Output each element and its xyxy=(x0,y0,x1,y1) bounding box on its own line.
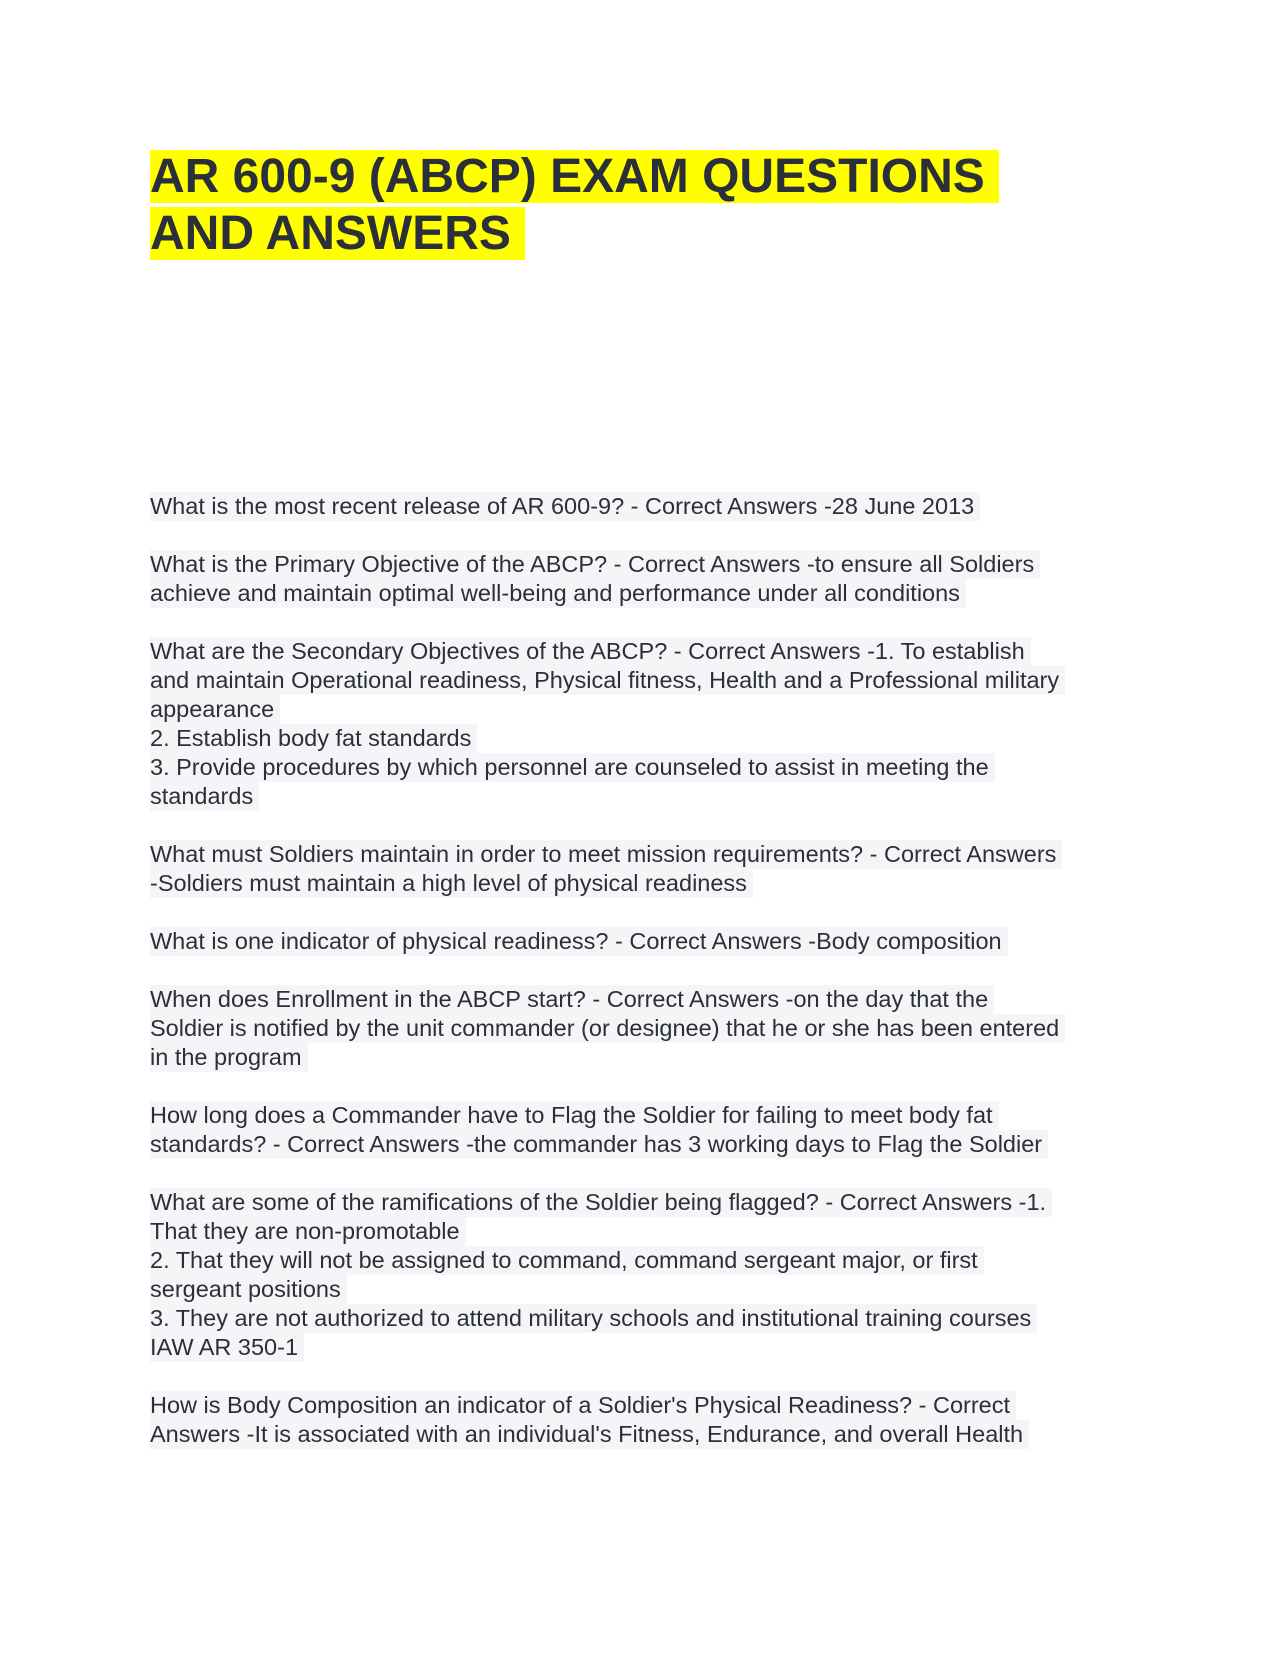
qa-line: 2. Establish body fat standards xyxy=(150,724,477,753)
title-line: AND ANSWERS xyxy=(150,207,525,260)
qa-line: appearance xyxy=(150,695,280,724)
qa-line: What are the Secondary Objectives of the ABCP? - Correct Answers -1. To establish xyxy=(150,637,1031,666)
qa-item xyxy=(150,550,1140,608)
qa-line: 2. That they will not be assigned to command, command sergeant major, or first xyxy=(150,1246,984,1275)
qa-line: What is one indicator of physical readiness? - Correct Answers -Body composition xyxy=(150,927,1008,956)
qa-item xyxy=(150,840,1140,898)
qa-line: That they are non-promotable xyxy=(150,1217,466,1246)
qa-line: 3. They are not authorized to attend military schools and institutional training courses xyxy=(150,1304,1037,1333)
qa-item xyxy=(150,492,1140,521)
qa-item xyxy=(150,637,1140,811)
title-line: AR 600-9 (ABCP) EXAM QUESTIONS xyxy=(150,150,999,203)
qa-line: Answers -It is associated with an individual's Fitness, Endurance, and overall Health xyxy=(150,1420,1029,1449)
qa-item xyxy=(150,985,1140,1072)
qa-line: What is the most recent release of AR 600-9? - Correct Answers -28 June 2013 xyxy=(150,492,980,521)
qa-line: and maintain Operational readiness, Physical fitness, Health and a Professional military xyxy=(150,666,1065,695)
qa-line: What must Soldiers maintain in order to meet mission requirements? - Correct Answers xyxy=(150,840,1062,869)
qa-line: achieve and maintain optimal well-being and performance under all conditions xyxy=(150,579,966,608)
qa-item xyxy=(150,1101,1140,1159)
qa-line: IAW AR 350-1 xyxy=(150,1333,304,1362)
qa-line: standards xyxy=(150,782,259,811)
qa-item xyxy=(150,1188,1140,1362)
qa-line: How long does a Commander have to Flag the Soldier for failing to meet body fat xyxy=(150,1101,999,1130)
qa-line: What are some of the ramifications of the Soldier being flagged? - Correct Answers -1. xyxy=(150,1188,1052,1217)
qa-line: sergeant positions xyxy=(150,1275,347,1304)
qa-line: When does Enrollment in the ABCP start? - Correct Answers -on the day that the xyxy=(150,985,994,1014)
qa-item xyxy=(150,927,1140,956)
qa-line: How is Body Composition an indicator of a Soldier's Physical Readiness? - Correct xyxy=(150,1391,1016,1420)
qa-line: -Soldiers must maintain a high level of physical readiness xyxy=(150,869,753,898)
qa-list xyxy=(150,492,1140,1478)
qa-line: Soldier is notified by the unit commander (or designee) that he or she has been entered xyxy=(150,1014,1065,1043)
qa-line: What is the Primary Objective of the ABCP? - Correct Answers -to ensure all Soldiers xyxy=(150,550,1040,579)
qa-line: in the program xyxy=(150,1043,308,1072)
qa-item xyxy=(150,1391,1140,1449)
qa-line: 3. Provide procedures by which personnel are counseled to assist in meeting the xyxy=(150,753,995,782)
document-title xyxy=(150,148,1130,262)
qa-line: standards? - Correct Answers -the commander has 3 working days to Flag the Soldier xyxy=(150,1130,1048,1159)
